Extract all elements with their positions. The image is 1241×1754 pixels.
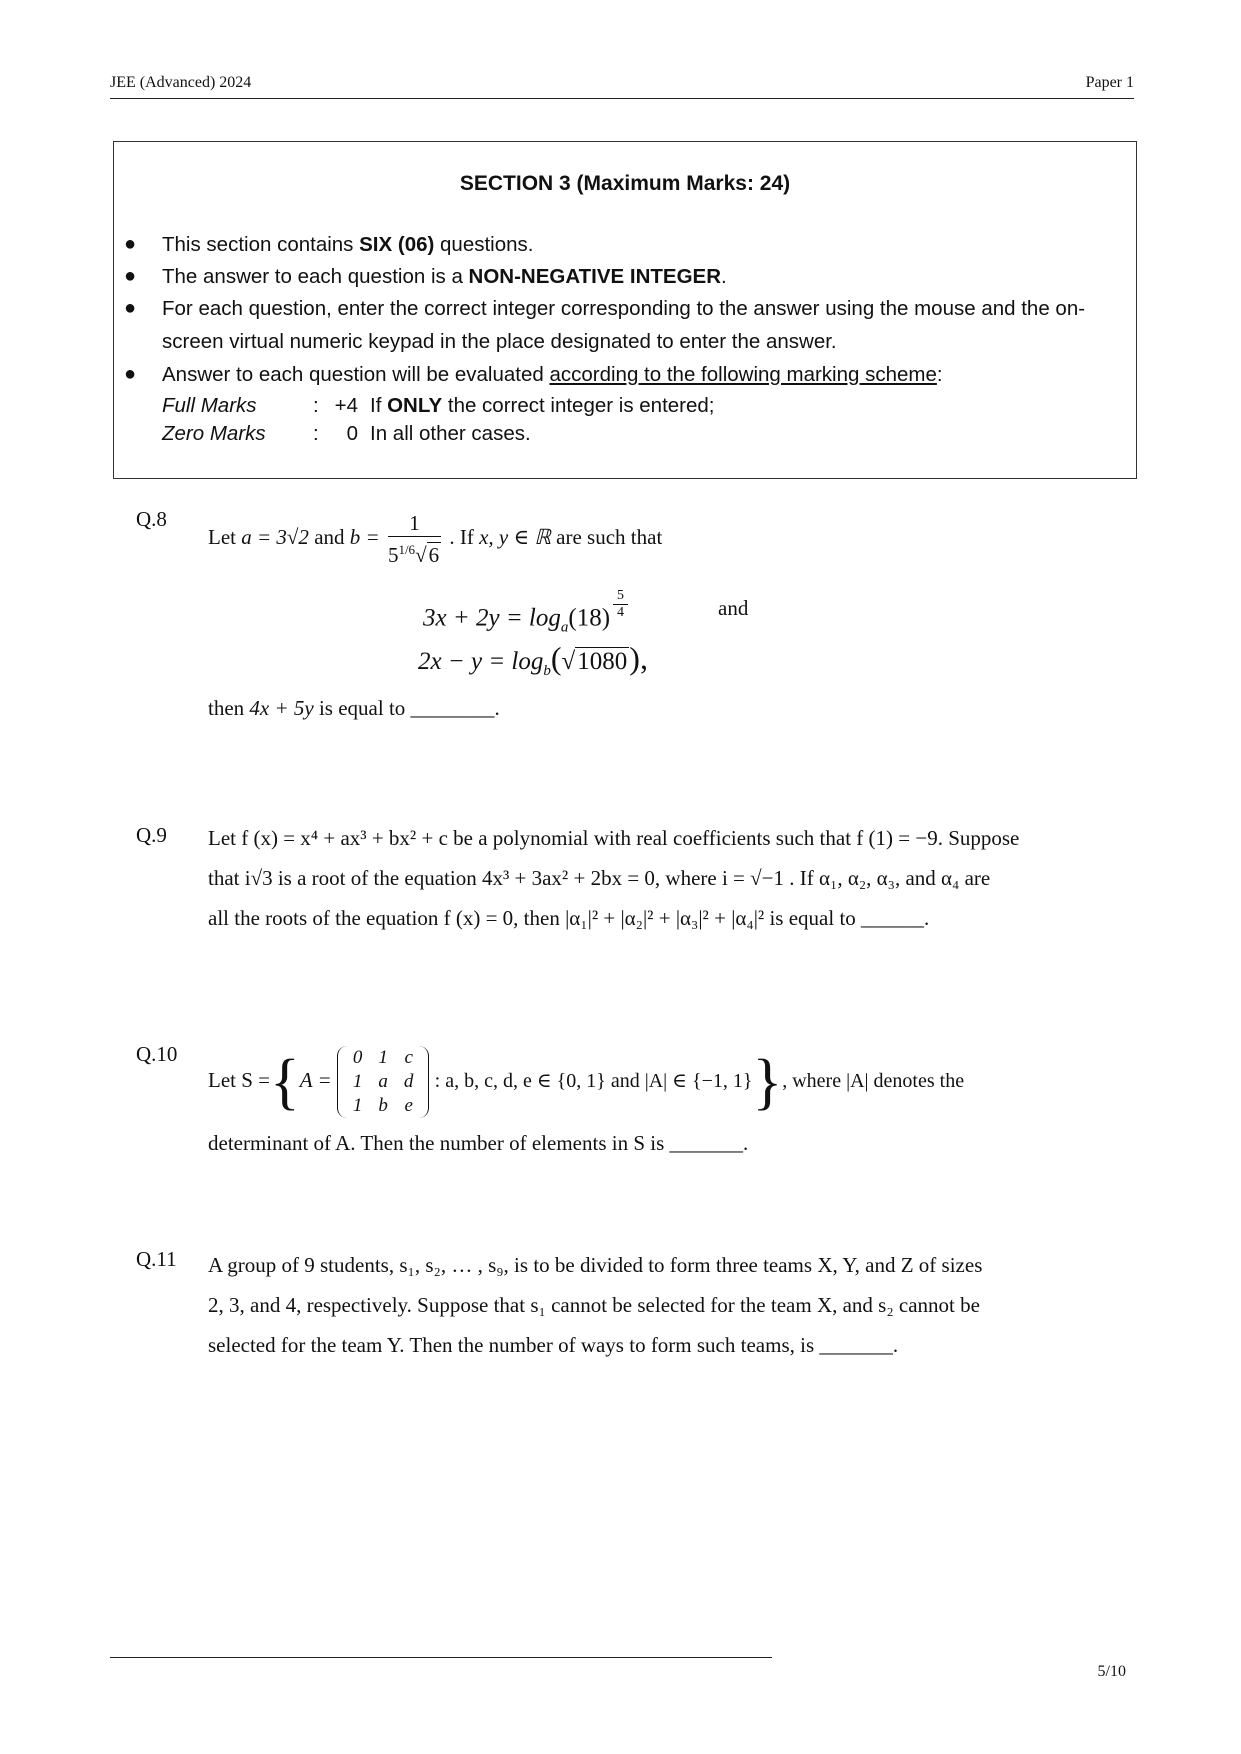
fraction: $\frac{1}{5^{1/6}√6}$ (387, 511, 440, 567)
exam-title: JEE (Advanced) 2024 (110, 74, 252, 91)
paper-label: Paper 1 (1085, 74, 1134, 91)
section-instructions: SECTION 3 (Maximum Marks: 24) ● This section contains SIX (06) questions. ● The answer to each question is a NON-NEGATIVE INTEGER. ● For each question, enter the correct integer corresponding to the answer using the mouse and the on-screen virtual numeric keypad in the place designated to enter the answer. ● Answer to each question will be evaluated according to the following marking scheme: Full Marks : +4 If ONLY the correct integer is entered; Zero Marks : 0 In all other cases. (113, 141, 1137, 479)
footer-divider (110, 1657, 772, 1658)
bullet-icon: ● (124, 363, 137, 385)
q10-line-2: determinant of A. Then the number of elements in S is _______. (208, 1131, 749, 1155)
bullet-icon: ● (124, 233, 137, 255)
q8-line-3: then 4x + 5y is equal to ________. (208, 696, 500, 720)
right-brace: } (752, 1048, 783, 1117)
and-label: and (718, 596, 749, 620)
q8-line-1: Let a = 3√2 and b = $\frac{1}{5^{1/6}√6}$ . If x, y ∈ ℝ are such that (208, 511, 663, 567)
left-brace: { (270, 1048, 300, 1117)
page-number: 5/10 (1097, 1663, 1126, 1680)
section-title: SECTION 3 (Maximum Marks: 24) (459, 172, 791, 195)
question-number: Q.11 (136, 1247, 177, 1271)
question-number: Q.9 (136, 823, 167, 847)
q8-equation-2: $2x - y = \log_b(√1080)$, (418, 640, 648, 679)
q9-text: Let f (x) = x⁴ + ax³ + bx² + c be a polynomial with real coefficients such that f (1) = −9. Suppose that i√3 is a root of the equation 4x³ + 3ax² + 2bx = 0, where i = √−1 . If α₁, α₂, α₃, and α₄ are all the roots of the equation f (x) = 0, then |α₁|² + |α₂|² + |α₃|² + |α₄|² is equal to ______. (208, 826, 1020, 930)
bullet-icon: ● (124, 297, 137, 319)
question-number: Q.8 (136, 507, 167, 531)
q10-line-1: Let S ={A = 0 1 c 1 a d 1 b e : a, b, c, d, e ∈ {0, 1} and |A| ∈ {−1, 1}}, where |A| denotes the (208, 1047, 965, 1117)
matrix: 0 1 c 1 a d 1 b e (337, 1046, 430, 1118)
question-number: Q.10 (136, 1042, 178, 1066)
q8-equation-1: $3x + 2y = \log_a(18)$ $\frac{5}{4}$ (423, 588, 631, 636)
page-header (110, 74, 1134, 99)
bullet-icon: ● (124, 265, 137, 287)
q11-text: A group of 9 students, s₁, s₂, … , s₉, is to be divided to form three teams X, Y, and Z of sizes 2, 3, and 4, respectively. Suppose that s₁ cannot be selected for the team X, and s₂ cannot be selected for the team Y. Then the number of ways to form such teams, is _______. (208, 1253, 983, 1357)
